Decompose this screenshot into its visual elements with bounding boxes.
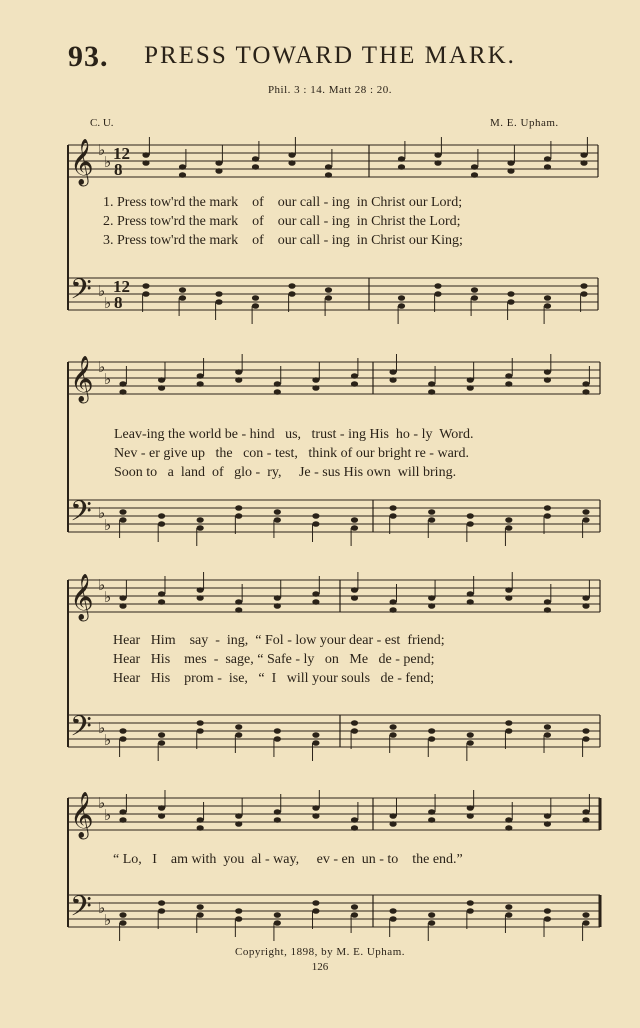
note-head xyxy=(288,283,295,289)
note-head xyxy=(582,603,589,609)
note-head xyxy=(505,381,512,387)
flat-icon: ♭ xyxy=(98,721,106,737)
note-head xyxy=(119,920,126,926)
note-head xyxy=(274,728,281,734)
flat-icon: ♭ xyxy=(98,578,106,594)
bass-clef-icon: 𝄢 xyxy=(70,890,92,930)
note-head xyxy=(142,160,149,166)
note-head xyxy=(274,817,281,823)
time-signature-bottom: 8 xyxy=(114,160,123,179)
flat-icon: ♭ xyxy=(104,590,112,606)
note-head xyxy=(389,813,396,819)
time-signature-top: 12 xyxy=(113,144,130,163)
note-head xyxy=(351,904,358,910)
note-head xyxy=(428,817,435,823)
lyric-line: Nev - er give up the con - test, think of our bright re - ward. xyxy=(114,446,469,461)
note-head xyxy=(119,517,126,523)
note-head xyxy=(580,283,587,289)
note-head xyxy=(274,912,281,918)
note-head xyxy=(434,160,441,166)
note-head xyxy=(351,525,358,531)
note-head xyxy=(467,599,474,605)
lyric-line: Hear His mes - sage, “ Safe - ly on Me de - pend; xyxy=(113,652,435,667)
flat-icon: ♭ xyxy=(98,506,106,522)
note-head xyxy=(507,291,514,297)
note-head xyxy=(351,381,358,387)
note-head xyxy=(505,912,512,918)
flat-icon: ♭ xyxy=(104,808,112,824)
note-head xyxy=(505,728,512,734)
bass-clef-icon: 𝄢 xyxy=(70,273,92,313)
note-head xyxy=(274,381,281,387)
note-head xyxy=(582,912,589,918)
note-head xyxy=(325,164,332,170)
note-head xyxy=(235,513,242,519)
note-head xyxy=(505,904,512,910)
lyric-line: “ Lo, I am with you al - way, ev - en un - to the end.” xyxy=(113,852,463,867)
note-head xyxy=(389,369,396,375)
note-head xyxy=(312,900,319,906)
lyric-line: 3. Press tow'rd the mark of our call - ing in Christ our King; xyxy=(103,233,463,248)
note-head xyxy=(351,595,358,601)
note-head xyxy=(235,908,242,914)
note-head xyxy=(351,825,358,831)
note-head xyxy=(274,517,281,523)
note-head xyxy=(179,164,186,170)
note-head xyxy=(505,373,512,379)
note-head xyxy=(398,303,405,309)
note-head xyxy=(312,513,319,519)
page-number: 126 xyxy=(311,961,329,973)
note-head xyxy=(235,821,242,827)
flat-icon: ♭ xyxy=(104,155,112,171)
note-head xyxy=(215,299,222,305)
note-head xyxy=(179,295,186,301)
note-head xyxy=(398,156,405,162)
note-head xyxy=(428,728,435,734)
flat-icon: ♭ xyxy=(104,913,112,929)
note-head xyxy=(582,736,589,742)
note-head xyxy=(398,295,405,301)
note-head xyxy=(471,164,478,170)
note-head xyxy=(582,381,589,387)
note-head xyxy=(252,303,259,309)
note-head xyxy=(274,809,281,815)
note-head xyxy=(544,599,551,605)
note-head xyxy=(505,595,512,601)
note-head xyxy=(389,513,396,519)
time-signature-top: 12 xyxy=(113,277,130,296)
note-head xyxy=(215,291,222,297)
hymn-number: 93. xyxy=(68,40,109,73)
note-head xyxy=(428,389,435,395)
note-head xyxy=(505,587,512,593)
note-head xyxy=(434,152,441,158)
note-head xyxy=(158,732,165,738)
note-head xyxy=(544,732,551,738)
lyric-line: 1. Press tow'rd the mark of our call - ing in Christ our Lord; xyxy=(103,195,463,210)
note-head xyxy=(351,373,358,379)
note-head xyxy=(288,152,295,158)
note-head xyxy=(428,603,435,609)
note-head xyxy=(544,369,551,375)
note-head xyxy=(467,377,474,383)
note-head xyxy=(582,809,589,815)
note-head xyxy=(325,287,332,293)
note-head xyxy=(325,172,332,178)
note-head xyxy=(197,825,204,831)
note-head xyxy=(158,599,165,605)
note-head xyxy=(428,809,435,815)
note-head xyxy=(467,591,474,597)
note-head xyxy=(312,591,319,597)
note-head xyxy=(428,595,435,601)
note-head xyxy=(158,377,165,383)
note-head xyxy=(235,599,242,605)
note-head xyxy=(119,728,126,734)
note-head xyxy=(351,817,358,823)
note-head xyxy=(389,505,396,511)
note-head xyxy=(197,517,204,523)
note-head xyxy=(351,728,358,734)
time-signature-bottom: 8 xyxy=(114,293,123,312)
note-head xyxy=(467,900,474,906)
note-head xyxy=(179,172,186,178)
note-head xyxy=(312,599,319,605)
note-head xyxy=(389,724,396,730)
note-head xyxy=(312,732,319,738)
note-head xyxy=(158,385,165,391)
note-head xyxy=(351,587,358,593)
note-head xyxy=(389,607,396,613)
note-head xyxy=(544,908,551,914)
note-head xyxy=(471,287,478,293)
note-head xyxy=(197,728,204,734)
note-head xyxy=(582,389,589,395)
flat-icon: ♭ xyxy=(104,372,112,388)
treble-clef-icon: 𝄞 xyxy=(70,139,94,185)
note-head xyxy=(428,381,435,387)
lyric-line: Soon to a land of glo - ry, Je - sus His own will bring. xyxy=(114,465,457,480)
flat-icon: ♭ xyxy=(98,284,106,300)
note-head xyxy=(428,517,435,523)
note-head xyxy=(467,740,474,746)
note-head xyxy=(158,513,165,519)
note-head xyxy=(119,817,126,823)
note-head xyxy=(197,587,204,593)
note-head xyxy=(505,825,512,831)
note-head xyxy=(544,164,551,170)
note-head xyxy=(398,164,405,170)
lyric-line: 2. Press tow'rd the mark of our call - ing in Christ the Lord; xyxy=(103,214,461,229)
note-head xyxy=(158,813,165,819)
note-head xyxy=(467,813,474,819)
note-head xyxy=(582,817,589,823)
note-head xyxy=(312,813,319,819)
note-head xyxy=(389,377,396,383)
bass-clef-icon: 𝄢 xyxy=(70,495,92,535)
note-head xyxy=(274,509,281,515)
flat-icon: ♭ xyxy=(104,733,112,749)
note-head xyxy=(505,817,512,823)
note-head xyxy=(119,912,126,918)
note-head xyxy=(274,595,281,601)
note-head xyxy=(351,912,358,918)
note-head xyxy=(544,821,551,827)
note-head xyxy=(215,160,222,166)
note-head xyxy=(580,152,587,158)
note-head xyxy=(274,389,281,395)
note-head xyxy=(119,603,126,609)
note-head xyxy=(119,595,126,601)
note-head xyxy=(142,283,149,289)
note-head xyxy=(325,295,332,301)
note-head xyxy=(467,805,474,811)
note-head xyxy=(544,377,551,383)
hymn-title: PRESS TOWARD THE MARK. xyxy=(144,42,516,69)
note-head xyxy=(544,724,551,730)
note-head xyxy=(312,377,319,383)
note-head xyxy=(544,295,551,301)
treble-clef-icon: 𝄞 xyxy=(70,574,94,620)
note-head xyxy=(312,805,319,811)
scripture-reference: Phil. 3 : 14. Matt 28 : 20. xyxy=(267,84,393,96)
note-head xyxy=(582,728,589,734)
note-head xyxy=(544,813,551,819)
note-head xyxy=(580,291,587,297)
note-head xyxy=(252,156,259,162)
flat-icon: ♭ xyxy=(98,143,106,159)
note-head xyxy=(351,720,358,726)
note-head xyxy=(471,295,478,301)
note-head xyxy=(119,389,126,395)
note-head xyxy=(544,513,551,519)
note-head xyxy=(158,805,165,811)
note-head xyxy=(312,908,319,914)
lyricist-credit: C. U. xyxy=(90,117,114,129)
note-head xyxy=(507,168,514,174)
note-head xyxy=(197,912,204,918)
note-head xyxy=(428,912,435,918)
note-head xyxy=(434,291,441,297)
flat-icon: ♭ xyxy=(104,518,112,534)
treble-clef-icon: 𝄞 xyxy=(70,356,94,402)
note-head xyxy=(215,168,222,174)
note-head xyxy=(158,591,165,597)
note-head xyxy=(197,381,204,387)
note-head xyxy=(288,160,295,166)
note-head xyxy=(580,160,587,166)
note-head xyxy=(544,916,551,922)
bass-clef-icon: 𝄢 xyxy=(70,710,92,750)
note-head xyxy=(389,908,396,914)
note-head xyxy=(235,724,242,730)
note-head xyxy=(582,920,589,926)
note-head xyxy=(505,525,512,531)
note-head xyxy=(235,607,242,613)
note-head xyxy=(197,595,204,601)
note-head xyxy=(467,513,474,519)
note-head xyxy=(252,295,259,301)
lyric-line: Leav-ing the world be - hind us, trust - ing His ho - ly Word. xyxy=(114,427,474,442)
note-head xyxy=(544,303,551,309)
note-head xyxy=(507,160,514,166)
note-head xyxy=(505,517,512,523)
note-head xyxy=(389,916,396,922)
note-head xyxy=(235,732,242,738)
note-head xyxy=(197,373,204,379)
treble-clef-icon: 𝄞 xyxy=(70,792,94,838)
lyric-line: Hear His prom - ise, “ I will your souls de - fend; xyxy=(113,671,435,686)
note-head xyxy=(467,908,474,914)
note-head xyxy=(197,525,204,531)
flat-icon: ♭ xyxy=(98,901,106,917)
note-head xyxy=(467,385,474,391)
note-head xyxy=(544,156,551,162)
flat-icon: ♭ xyxy=(98,796,106,812)
note-head xyxy=(179,287,186,293)
note-head xyxy=(582,595,589,601)
note-head xyxy=(119,509,126,515)
flat-icon: ♭ xyxy=(104,296,112,312)
note-head xyxy=(428,736,435,742)
note-head xyxy=(505,720,512,726)
note-head xyxy=(582,509,589,515)
note-head xyxy=(467,521,474,527)
composer-credit: M. E. Upham. xyxy=(490,117,559,129)
flat-icon: ♭ xyxy=(98,360,106,376)
note-head xyxy=(197,817,204,823)
note-head xyxy=(544,505,551,511)
note-head xyxy=(389,821,396,827)
note-head xyxy=(158,521,165,527)
note-head xyxy=(471,172,478,178)
note-head xyxy=(119,736,126,742)
note-head xyxy=(434,283,441,289)
lyric-line: Hear Him say - ing, “ Fol - low your dear - est friend; xyxy=(113,633,445,648)
note-head xyxy=(235,505,242,511)
note-head xyxy=(158,900,165,906)
note-head xyxy=(288,291,295,297)
note-head xyxy=(389,732,396,738)
note-head xyxy=(235,813,242,819)
note-head xyxy=(582,517,589,523)
note-head xyxy=(467,732,474,738)
note-head xyxy=(158,908,165,914)
note-head xyxy=(389,599,396,605)
note-head xyxy=(428,920,435,926)
note-head xyxy=(312,385,319,391)
note-head xyxy=(428,509,435,515)
note-head xyxy=(142,291,149,297)
note-head xyxy=(142,152,149,158)
note-head xyxy=(197,720,204,726)
note-head xyxy=(312,740,319,746)
note-head xyxy=(197,904,204,910)
note-head xyxy=(544,607,551,613)
note-head xyxy=(274,603,281,609)
note-head xyxy=(235,916,242,922)
note-head xyxy=(235,369,242,375)
note-head xyxy=(119,381,126,387)
note-head xyxy=(351,517,358,523)
note-head xyxy=(158,740,165,746)
note-head xyxy=(235,377,242,383)
note-head xyxy=(274,736,281,742)
note-head xyxy=(507,299,514,305)
note-head xyxy=(252,164,259,170)
note-head xyxy=(119,809,126,815)
note-head xyxy=(312,521,319,527)
copyright-notice: Copyright, 1898, by M. E. Upham. xyxy=(235,946,405,958)
note-head xyxy=(274,920,281,926)
